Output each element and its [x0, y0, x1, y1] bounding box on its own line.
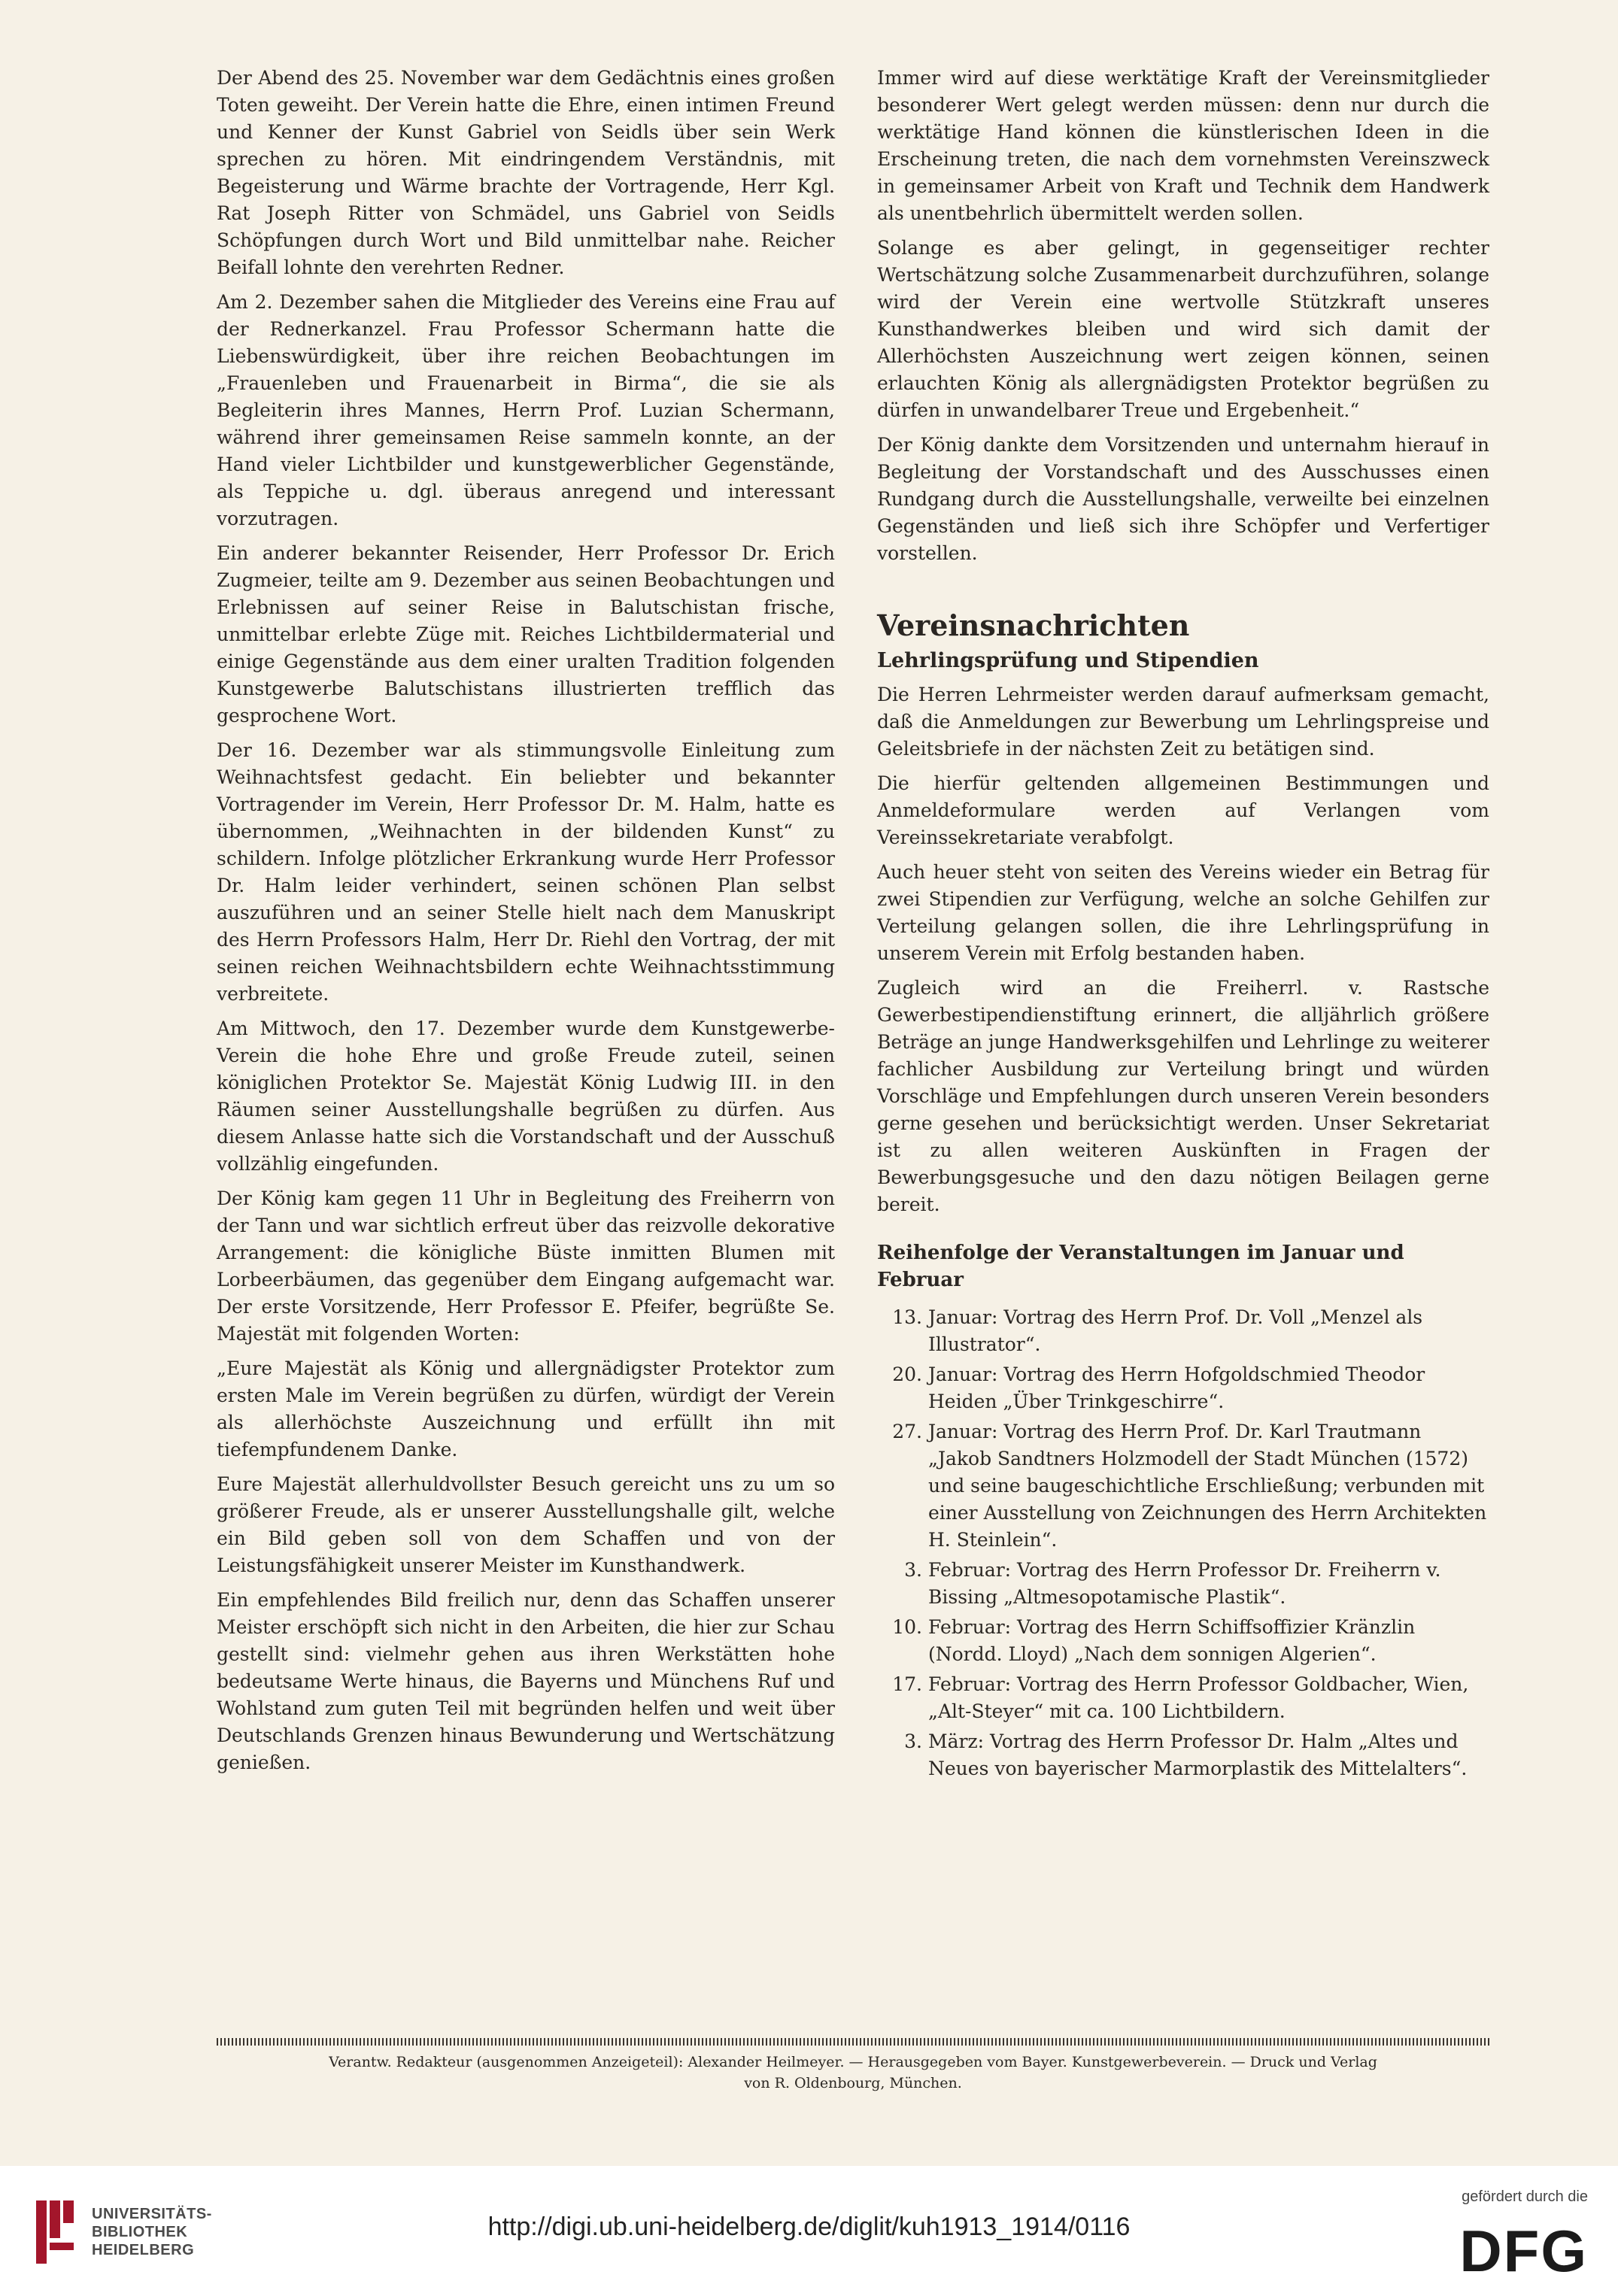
paragraph: Die hierfür geltenden allgemeinen Bestimmungen und Anmeldeformulare werden auf Verlangen vom Vereinssekretariate verabfolgt.: [877, 772, 1489, 848]
event-text: Januar: Vortrag des Herrn Prof. Dr. Karl Trautmann „Jakob Sandtners Holzmodell der Stadt München (1572) und seine baugeschichtliche Erschließung; verbunden mit einer Ausstellung von Zeichnungen des Herrn Architekten H. Steinlein“.: [928, 1421, 1487, 1551]
event-item: [877, 1728, 1489, 1782]
event-text: Februar: Vortrag des Herrn Professor Dr. Freiherrn v. Bissing „Altmesopotamische Plastik“.: [928, 1559, 1441, 1608]
left-column: [217, 65, 835, 1784]
paragraph: Immer wird auf diese werktätige Kraft der Vereinsmitglieder besonderer Wert gelegt werden müssen: denn nur durch die werktätige Hand können die künstlerischen Ideen in die Erscheinung treten, die nach dem vornehmsten Vereinszweck in gemeinsamer Arbeit von Kraft und Technik dem Handwerk als unentbehrlich übermittelt werden sollen.: [877, 67, 1489, 224]
event-text: März: Vortrag des Herrn Professor Dr. Halm „Altes und Neues von bayerischer Marmorplastik des Mittelalters“.: [928, 1730, 1468, 1779]
funding-label: gefördert durch die: [1462, 2188, 1588, 2205]
paragraph: Zugleich wird an die Freiherrl. v. Rastsche Gewerbestipendienstiftung erinnert, die alljährlich größere Beträge an junge Handwerksgehilfen und Lehrlinge zu weiterer fachlicher Ausbildung zur Verteilung bringt und würden Vorschläge und Empfehlungen durch unseren Verein besonders gerne gesehen und berücksichtigt werden. Unser Sekretariat ist zu allen weiteren Auskünften in Fragen der Bewerbungsgesuche und den dazu nötigen Beilagen gerne bereit.: [877, 977, 1489, 1215]
section-heading: Vereinsnachrichten: [877, 608, 1190, 642]
paragraph: Die Herren Lehrmeister werden darauf aufmerksam gemacht, daß die Anmeldungen zur Bewerbung um Lehrlingspreise und Geleitsbriefe in der nächsten Zeit zu betätigen sind.: [877, 684, 1489, 760]
events-list: [877, 1304, 1489, 1782]
paragraph: Der Abend des 25. November war dem Gedächtnis eines großen Toten geweiht. Der Verein hatte die Ehre, einen intimen Freund und Kenner der Kunst Gabriel von Seidls über sein Werk sprechen zu hören. Mit eindringendem Verständnis, mit Begeisterung und Wärme brachte der Vortragende, Herr Kgl. Rat Joseph Ritter von Schmädel, uns Gabriel von Seidls Schöpfungen durch Wort und Bild unmittelbar nahe. Reicher Beifall lohnte den verehrten Redner.: [217, 67, 835, 278]
paragraph: Der König dankte dem Vorsitzenden und unternahm hierauf in Begleitung der Vorstandschaft und des Ausschusses einen Rundgang durch die Ausstellungshalle, verweilte bei einzelnen Gegenständen und ließ sich ihre Schöpfer und Verfertiger vorstellen.: [877, 434, 1489, 564]
paragraph: Am Mittwoch, den 17. Dezember wurde dem Kunstgewerbe-Verein die hohe Ehre und große Freude zuteil, seinen königlichen Protektor Se. Majestät König Ludwig III. in den Räumen seiner Ausstellungshalle begrüßen zu dürfen. Aus diesem Anlasse hatte sich die Vorstandschaft und der Ausschuß vollzählig eingefunden.: [217, 1018, 835, 1175]
event-text: Januar: Vortrag des Herrn Prof. Dr. Voll „Menzel als Illustrator“.: [928, 1306, 1423, 1355]
event-text: Januar: Vortrag des Herrn Hofgoldschmied Theodor Heiden „Über Trinkgeschirre“.: [928, 1363, 1425, 1412]
imprint: [217, 2052, 1489, 2094]
imprint-line: Verantw. Redakteur (ausgenommen Anzeigeteil): Alexander Heilmeyer. — Herausgegeben vom Bayer. Kunstgewerbeverein. — Druck und Verlag: [329, 2054, 1377, 2070]
event-item: [877, 1361, 1489, 1415]
viewer-footer-bar: [0, 2166, 1618, 2296]
event-item: [877, 1671, 1489, 1725]
page-url-link[interactable]: http://digi.ub.uni-heidelberg.de/diglit/kuh1913_1914/0116: [487, 2213, 1131, 2241]
institution-line: HEIDELBERG: [92, 2242, 195, 2258]
paragraph: „Eure Majestät als König und allergnädigster Protektor zum ersten Male im Verein begrüßen zu dürfen, würdigt der Verein als allerhöchste Auszeichnung und erfüllt ihn mit tiefempfundenem Danke.: [217, 1357, 835, 1460]
event-date: 27.: [892, 1421, 922, 1442]
institution-line: BIBLIOTHEK: [92, 2224, 188, 2240]
event-text: Februar: Vortrag des Herrn Professor Goldbacher, Wien, „Alt-Steyer“ mit ca. 100 Lichtbildern.: [928, 1673, 1469, 1722]
paragraph: Eure Majestät allerhuldvollster Besuch gereicht uns zu um so größerer Freude, als er unserer Ausstellungshalle gilt, welche ein Bild geben soll von dem Schaffen und von der Leistungsfähigkeit unserer Meister im Kunsthandwerk.: [217, 1473, 835, 1576]
paragraph: Ein empfehlendes Bild freilich nur, denn das Schaffen unserer Meister erschöpft sich nicht in den Arbeiten, die hier zur Schau gestellt sind: vielmehr gehen aus ihren Werkstätten hohe bedeutsame Werte hinaus, die Bayerns und Münchens Ruf und Wohlstand zum guten Teil mit begründen helfen und weit über Deutschlands Grenzen hinaus Bewunderung und Wertschätzung genießen.: [217, 1589, 835, 1773]
event-date: 3.: [904, 1559, 922, 1581]
imprint-line: von R. Oldenbourg, München.: [744, 2075, 962, 2091]
event-text: Februar: Vortrag des Herrn Schiffsoffizier Kränzlin (Nordd. Lloyd) „Nach dem sonnigen Algerien“.: [928, 1616, 1416, 1665]
event-date: 10.: [892, 1616, 922, 1638]
institution-line: UNIVERSITÄTS-: [92, 2206, 212, 2222]
right-column: [877, 65, 1489, 1785]
paragraph: Ein anderer bekannter Reisender, Herr Professor Dr. Erich Zugmeier, teilte am 9. Dezember aus seinen Beobachtungen und Erlebnissen auf seiner Reise in Balutschistan frische, unmittelbar erlebte Züge mit. Reiches Lichtbildermaterial und einige Gegenstände aus dem einer uralten Tradition folgenden Kunstgewerbe Balutschistans illustrierten trefflich das gesprochene Wort.: [217, 542, 835, 726]
event-date: 3.: [904, 1730, 922, 1752]
paragraph: Auch heuer steht von seiten des Vereins wieder ein Betrag für zwei Stipendien zur Verfügung, welche an solche Gehilfen zur Verteilung gelangen sollen, die ihre Lehrlingsprüfung in unserem Verein mit Erfolg bestanden haben.: [877, 861, 1489, 964]
paragraph: Der König kam gegen 11 Uhr in Begleitung des Freiherrn von der Tann und war sichtlich erfreut über das reizvolle dekorative Arrangement: die königliche Büste inmitten Blumen mit Lorbeerbäumen, das gegenüber dem Eingang aufgemacht war. Der erste Vorsitzende, Herr Professor E. Pfeifer, begrüßte Se. Majestät mit folgenden Worten:: [217, 1187, 835, 1345]
paragraph: Am 2. Dezember sahen die Mitglieder des Vereins eine Frau auf der Rednerkanzel. Frau Professor Schermann hatte die Liebenswürdigkeit, über ihre reichen Beobachtungen im „Frauenleben und Frauenarbeit in Birma“, die sie als Begleiterin ihres Mannes, Herrn Prof. Luzian Schermann, während ihrer gemeinsamen Reise sammeln konnte, an der Hand vieler Lichtbilder und kunstgewerblicher Gegenstände, als Teppiche u. dgl. überaus anregend und interessant vorzutragen.: [217, 291, 835, 529]
event-item: [877, 1614, 1489, 1668]
event-date: 13.: [892, 1306, 922, 1328]
subsection-heading: Lehrlingsprüfung und Stipendien: [877, 649, 1259, 672]
events-heading: Reihenfolge der Veranstaltungen im Januar und Februar: [877, 1242, 1404, 1291]
event-item: [877, 1418, 1489, 1554]
event-item: [877, 1304, 1489, 1358]
event-item: [877, 1557, 1489, 1611]
paragraph: Solange es aber gelingt, in gegenseitiger rechter Wertschätzung solche Zusammenarbeit durchzuführen, solange wird der Verein eine wertvolle Stützkraft unseres Kunsthandwerkes bleiben und wird sich damit der Allerhöchsten Auszeichnung wert zeigen können, seinen erlauchten König als allergnädigsten Protektor begrüßen zu dürfen in unwandelbarer Treue und Ergebenheit.“: [877, 237, 1489, 421]
paragraph: Der 16. Dezember war als stimmungsvolle Einleitung zum Weihnachtsfest gedacht. Ein beliebter und bekannter Vortragender im Verein, Herr Professor Dr. M. Halm, hatte es übernommen, „Weihnachten in der bildenden Kunst“ zu schildern. Infolge plötzlicher Erkrankung wurde Herr Professor Dr. Halm leider verhindert, seinen schönen Plan selbst auszuführen und an seiner Stelle hielt nach dem Manuskript des Herrn Professors Halm, Herr Dr. Riehl den Vortrag, der mit seinen reichen Weihnachtsbildern echte Weihnachtsstimmung verbreitete.: [217, 739, 835, 1005]
dfg-logo: DFG: [1459, 2218, 1588, 2284]
event-date: 20.: [892, 1363, 922, 1385]
decorative-rule: [217, 2038, 1489, 2046]
event-date: 17.: [892, 1673, 922, 1695]
